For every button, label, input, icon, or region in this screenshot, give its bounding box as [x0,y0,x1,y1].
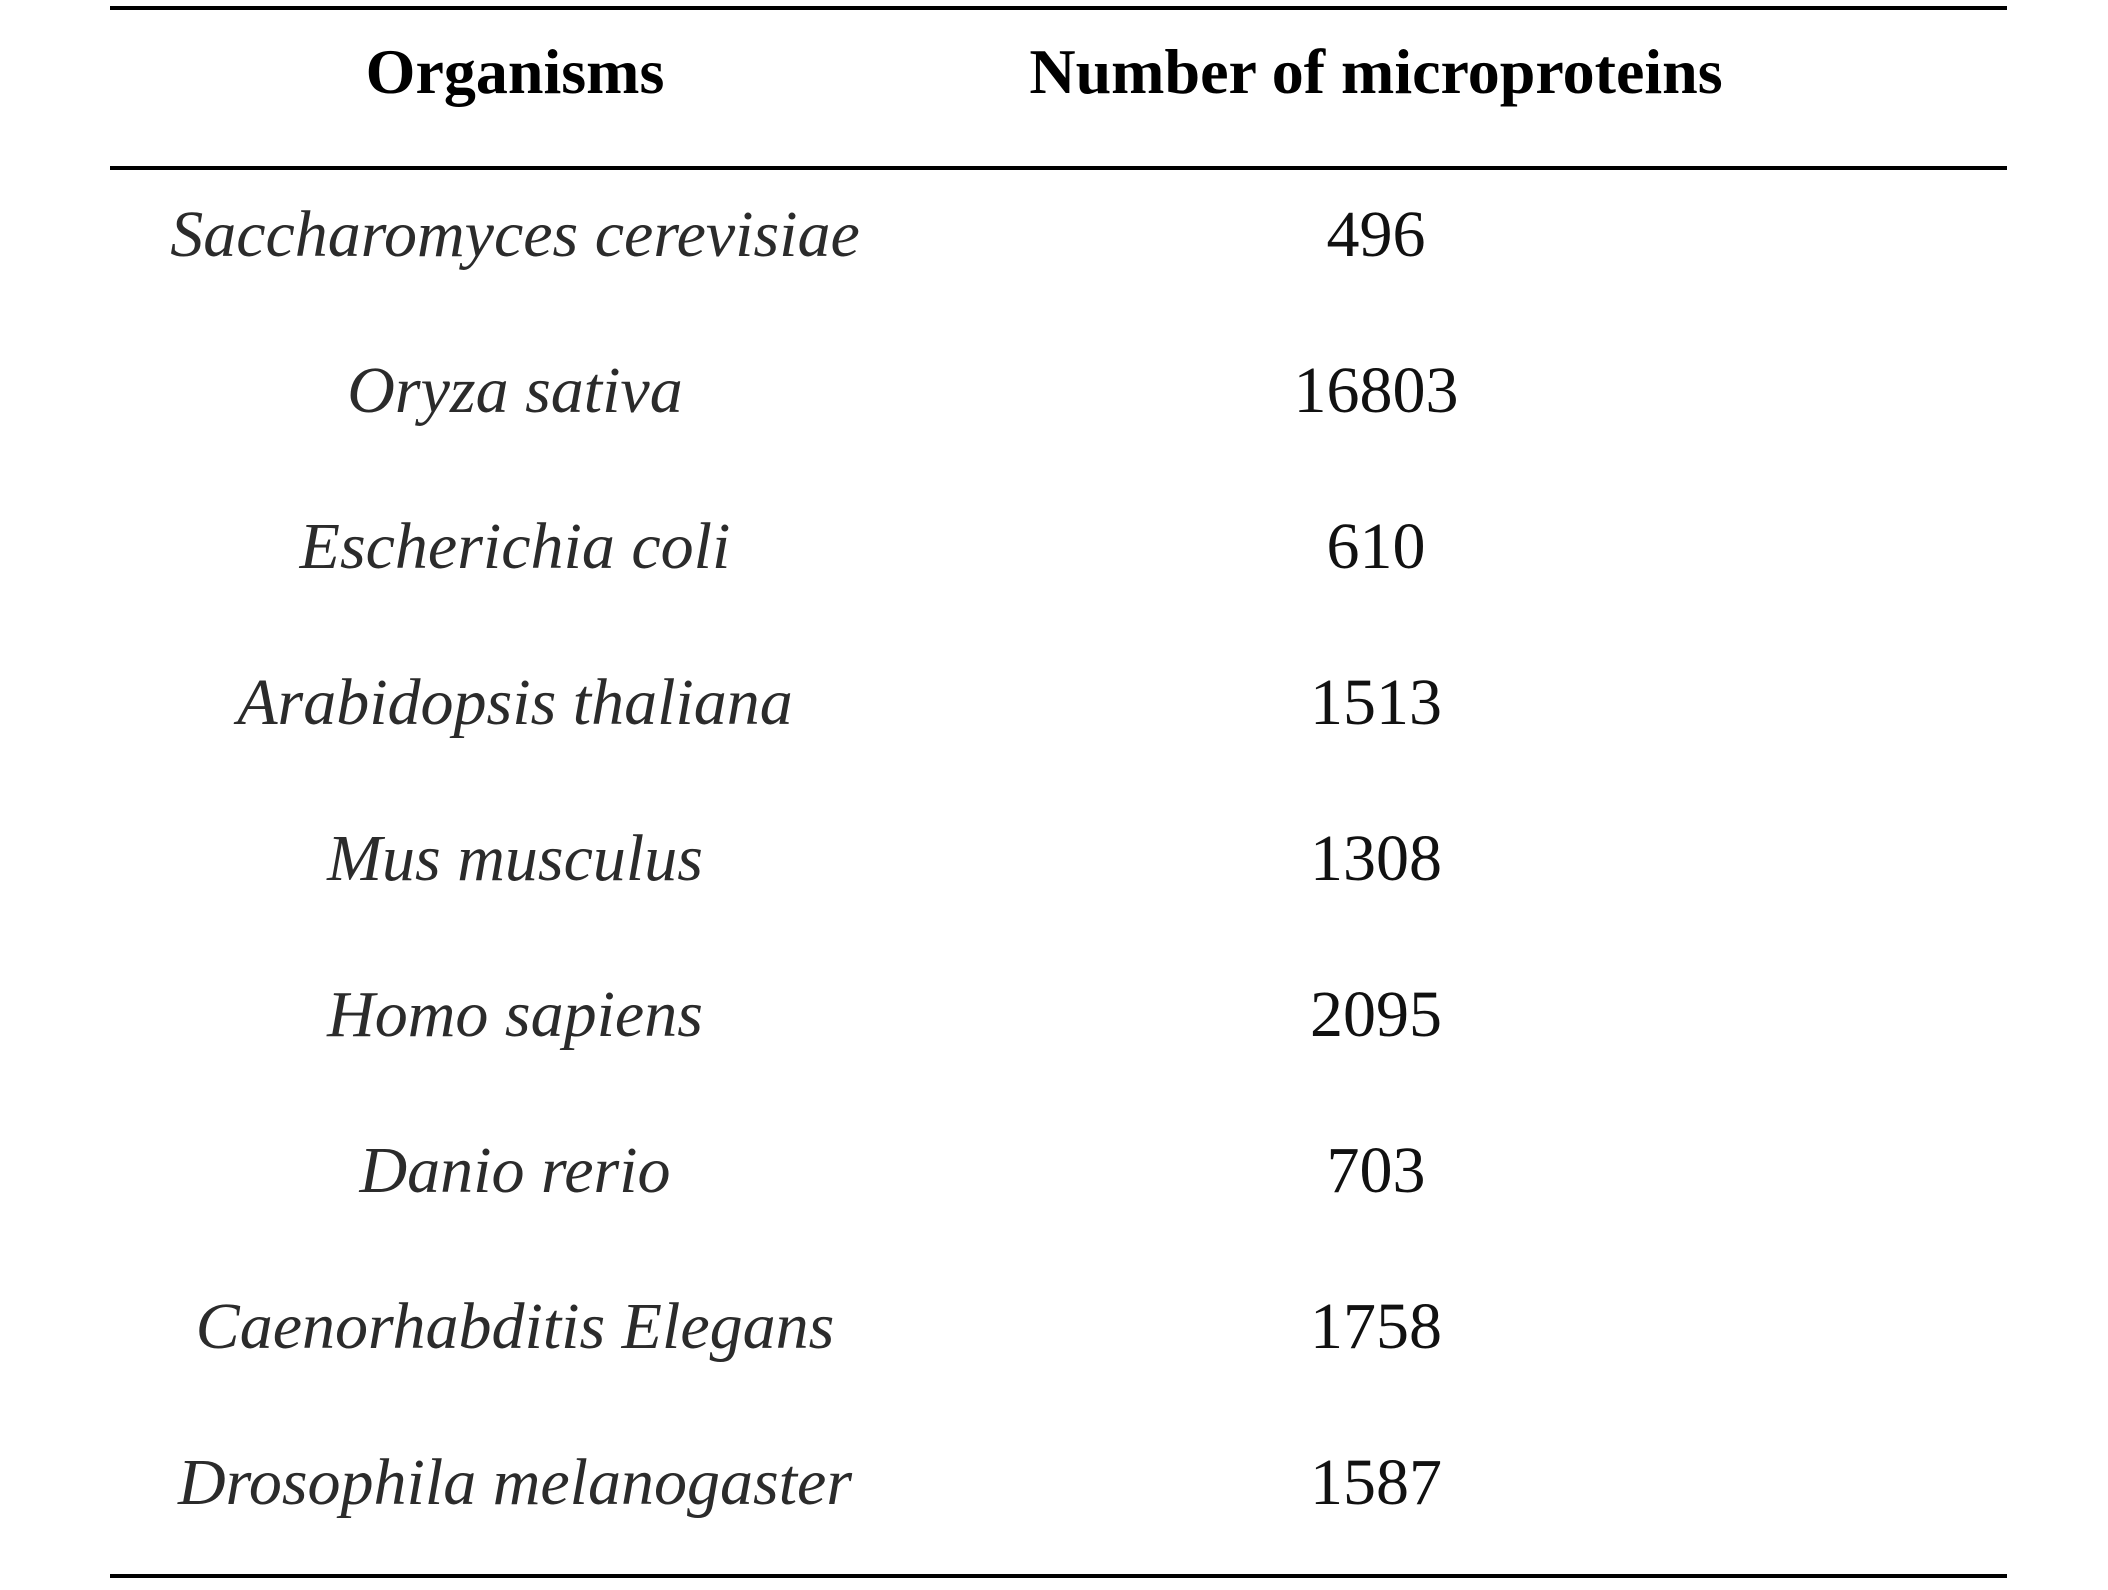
header-number-of-microproteins: Number of microproteins [1029,36,1723,107]
organism-cell: Arabidopsis thaliana [237,666,793,739]
table-row [110,326,2007,482]
header-organisms: Organisms [365,36,665,107]
table-row [110,482,2007,638]
organism-cell: Saccharomyces cerevisiae [170,198,860,271]
table-row [110,638,2007,794]
table-header-row [110,10,2007,166]
table-row [110,1418,2007,1574]
count-cell: 496 [1326,198,1426,271]
table-row [110,170,2007,326]
count-cell: 1308 [1310,822,1442,895]
table-bottom-rule [110,1574,2007,1578]
count-cell: 16803 [1293,354,1459,427]
organism-cell: Mus musculus [327,822,703,895]
organism-cell: Escherichia coli [299,510,731,583]
count-cell: 1758 [1310,1290,1442,1363]
table-row [110,950,2007,1106]
table-row [110,1262,2007,1418]
table-row [110,1106,2007,1262]
organism-cell: Danio rerio [359,1134,671,1207]
count-cell: 703 [1326,1134,1426,1207]
count-cell: 1587 [1310,1446,1442,1519]
organism-cell: Homo sapiens [327,978,703,1051]
count-cell: 2095 [1310,978,1442,1051]
organism-cell: Caenorhabditis Elegans [195,1290,835,1363]
organism-cell: Drosophila melanogaster [177,1446,853,1519]
count-cell: 610 [1326,510,1426,583]
table-row [110,794,2007,950]
organism-cell: Oryza sativa [347,354,683,427]
count-cell: 1513 [1310,666,1442,739]
